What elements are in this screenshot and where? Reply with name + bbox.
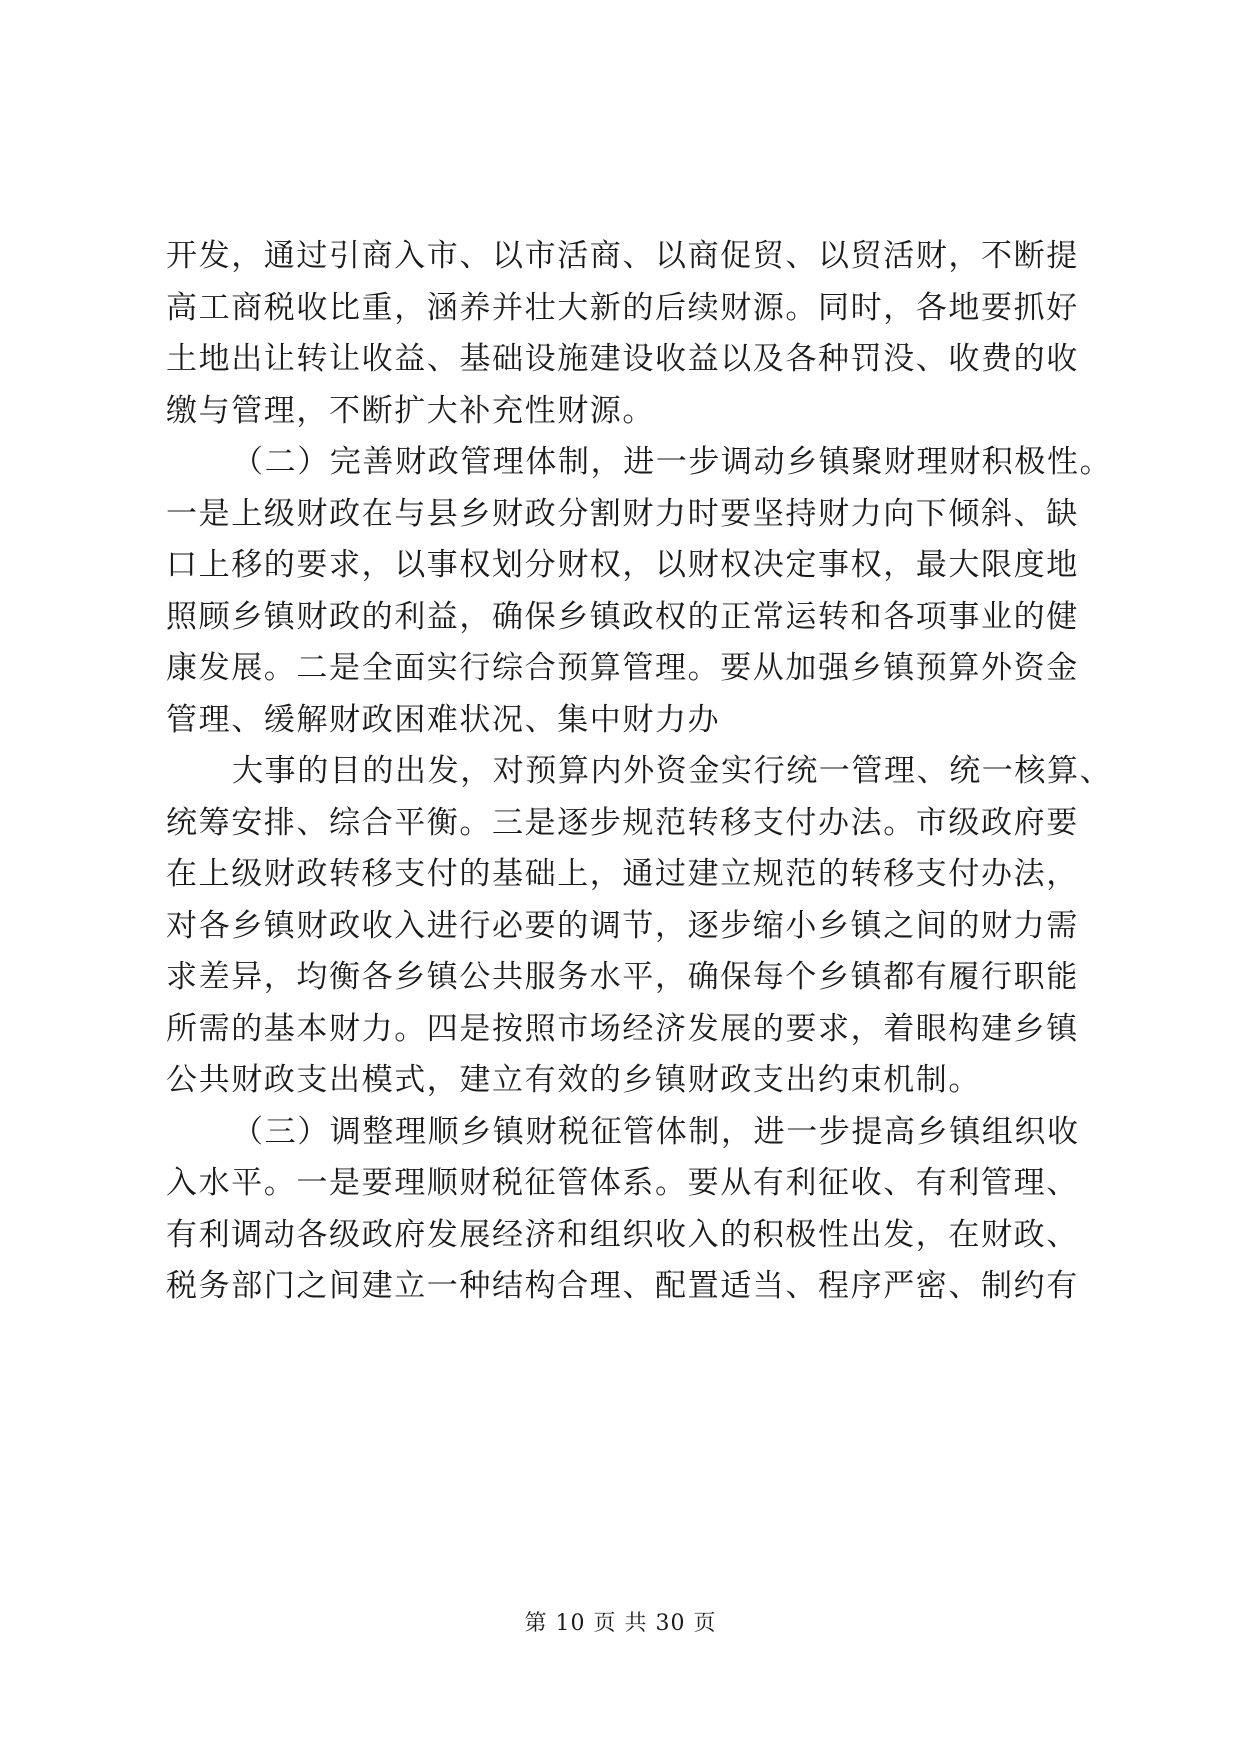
text-line: 一是上级财政在与县乡财政分割财力时要坚持财力向下倾斜、缺 xyxy=(166,495,1079,532)
text-line: 大事的目的出发，对预算内外资金实行统一管理、统一核算、 xyxy=(232,753,1113,789)
text-line: 口上移的要求，以事权划分财权，以财权决定事权，最大限度地 xyxy=(166,547,1079,583)
page-number-footer: 第 10 页 共 30 页 xyxy=(524,1611,717,1636)
text-line: 开发，通过引商入市、以市活商、以商促贸、以贸活财，不断提 xyxy=(166,238,1079,274)
text-line: 对各乡镇财政收入进行必要的调节，逐步缩小乡镇之间的财力需 xyxy=(166,907,1079,944)
text-line: 求差异，均衡各乡镇公共服务水平，确保每个乡镇都有履行职能 xyxy=(166,959,1079,995)
text-line: 缴与管理，不断扩大补充性财源。 xyxy=(166,392,655,429)
text-line: 所需的基本财力。四是按照市场经济发展的要求，着眼构建乡镇 xyxy=(166,1010,1079,1047)
section-heading-line: （三）调整理顺乡镇财税征管体制，进一步提高乡镇组织收 xyxy=(232,1113,1080,1150)
text-line: 入水平。一是要理顺财税征管体系。要从有利征收、有利管理、 xyxy=(166,1165,1079,1201)
body-text xyxy=(166,231,1113,1313)
text-line: 有利调动各级政府发展经济和组织收入的积极性出发，在财政、 xyxy=(166,1216,1079,1253)
text-line: 统筹安排、综合平衡。三是逐步规范转移支付办法。市级政府要 xyxy=(166,804,1079,841)
text-line: 康发展。二是全面实行综合预算管理。要从加强乡镇预算外资金 xyxy=(166,650,1079,686)
text-line: 税务部门之间建立一种结构合理、配置适当、程序严密、制约有 xyxy=(166,1268,1079,1304)
text-line: 管理、缓解财政困难状况、集中财力办 xyxy=(166,701,721,738)
text-line: 照顾乡镇财政的利益，确保乡镇政权的正常运转和各项事业的健 xyxy=(166,598,1079,635)
section-heading-line: （二）完善财政管理体制，进一步调动乡镇聚财理财积极性。 xyxy=(232,444,1113,480)
text-line: 高工商税收比重，涵养并壮大新的后续财源。同时，各地要抓好 xyxy=(166,289,1079,326)
text-line: 公共财政支出模式，建立有效的乡镇财政支出约束机制。 xyxy=(166,1062,981,1098)
text-line: 在上级财政转移支付的基础上，通过建立规范的转移支付办法， xyxy=(166,856,1079,892)
text-line: 土地出让转让收益、基础设施建设收益以及各种罚没、收费的收 xyxy=(166,341,1079,377)
